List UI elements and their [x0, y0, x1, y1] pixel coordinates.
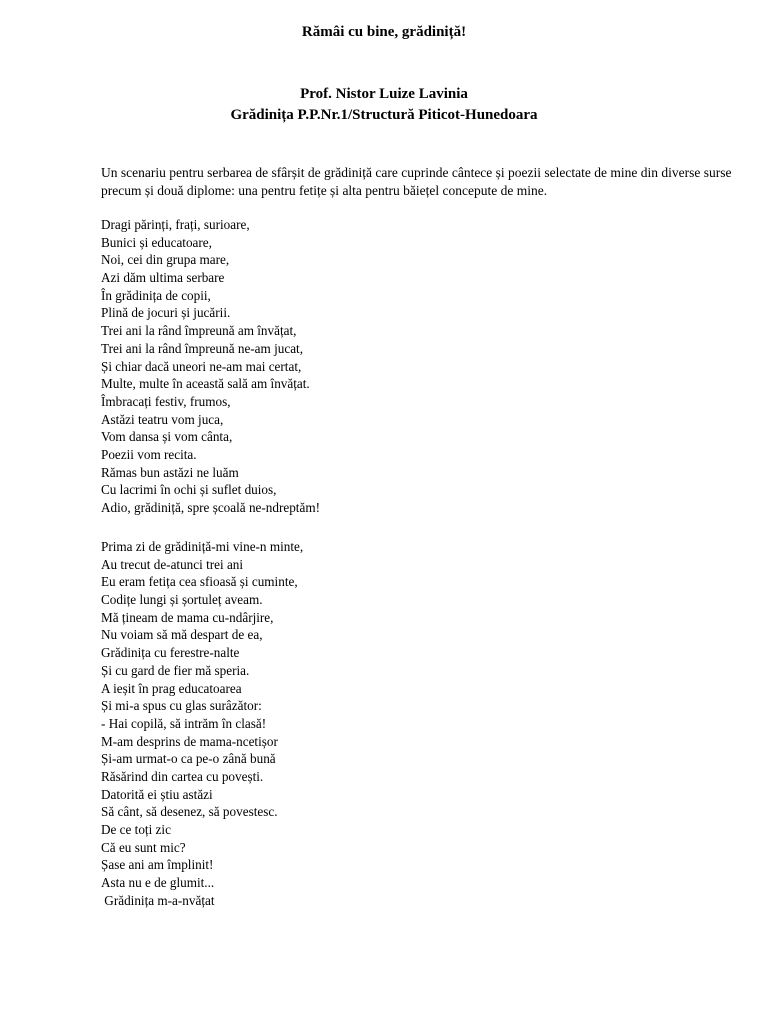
poem-line: Și cu gard de fier mă speria. — [101, 662, 250, 678]
poem-line: Și-am urmat-o ca pe-o zână bună — [101, 751, 276, 767]
poem-line: În grădinița de copii, — [101, 287, 211, 303]
intro-paragraph: Un scenariu pentru serbarea de sfârșit de grădiniță care cuprinde cântece și poezii selectate de mine din diverse surse precum și două diplome: una pentru fetițe și alta pentru băiețel concepute de mine. — [101, 165, 732, 198]
poem-line: Grădinița m-a-nvățat — [101, 892, 215, 908]
poem-line: Că eu sunt mic? — [101, 839, 186, 855]
poem-line: Șase ani am împlinit! — [101, 857, 214, 873]
poem-line: Azi dăm ultima serbare — [101, 270, 225, 286]
author-block — [0, 84, 768, 126]
poem-line: Dragi părinți, frați, surioare, — [101, 217, 250, 232]
poem-line: Datorită ei știu astăzi — [101, 786, 213, 802]
poem-line: Multe, multe în această sală am învățat. — [101, 376, 310, 392]
poem-line: Codițe lungi și șortuleț aveam. — [101, 592, 263, 608]
institution-name: Grădinița P.P.Nr.1/Structură Piticot-Hunedoara — [230, 107, 538, 123]
poem-line: Îmbracați festiv, frumos, — [101, 393, 231, 409]
poem-line: Asta nu e de glumit... — [101, 875, 215, 891]
poem-line: Mă țineam de mama cu-ndârjire, — [101, 609, 274, 625]
poem-line: Astăzi teatru vom juca, — [101, 411, 224, 427]
poem-line: Plină de jocuri și jucării. — [101, 305, 231, 321]
poem-line: M-am desprins de mama-ncetișor — [101, 733, 278, 749]
author-name: Prof. Nistor Luize Lavinia — [300, 86, 468, 102]
poem-first-stanza — [101, 216, 701, 517]
poem-line: Trei ani la rând împreună am învățat, — [101, 323, 297, 339]
poem-line: A ieșit în prag educatoarea — [101, 680, 242, 696]
poem-line: Au trecut de-atunci trei ani — [101, 556, 244, 572]
poem-line: Poezii vom recita. — [101, 446, 197, 462]
poem-line: - Hai copilă, să intrăm în clasă! — [101, 715, 267, 731]
poem-second-stanza — [101, 538, 701, 909]
poem-line: Grădinița cu ferestre-nalte — [101, 645, 240, 661]
poem-line: Și chiar dacă uneori ne-am mai certat, — [101, 358, 302, 374]
poem-line: Eu eram fetița cea sfioasă și cuminte, — [101, 574, 298, 590]
poem-line: Nu voiam să mă despart de ea, — [101, 627, 263, 643]
poem-line: Cu lacrimi în ochi și suflet duios, — [101, 482, 277, 498]
document-title: Rămâi cu bine, grădiniță! — [301, 24, 467, 40]
poem-line: Bunici și educatoare, — [101, 234, 212, 250]
poem-line: Vom dansa și vom cânta, — [101, 429, 233, 445]
poem-line: Și mi-a spus cu glas surâzător: — [101, 698, 262, 714]
poem-line: Noi, cei din grupa mare, — [101, 252, 230, 268]
poem-line: Prima zi de grădiniță-mi vine-n minte, — [101, 539, 304, 554]
poem-line: Rămas bun astăzi ne luăm — [101, 464, 239, 480]
poem-line: De ce toți zic — [101, 822, 171, 837]
poem-line: Adio, grădiniță, spre școală ne-ndreptăm! — [101, 500, 320, 515]
poem-line: Răsărind din cartea cu povești. — [101, 768, 264, 784]
poem-line: Să cânt, să desenez, să povestesc. — [101, 804, 278, 820]
poem-line: Trei ani la rând împreună ne-am jucat, — [101, 340, 304, 356]
